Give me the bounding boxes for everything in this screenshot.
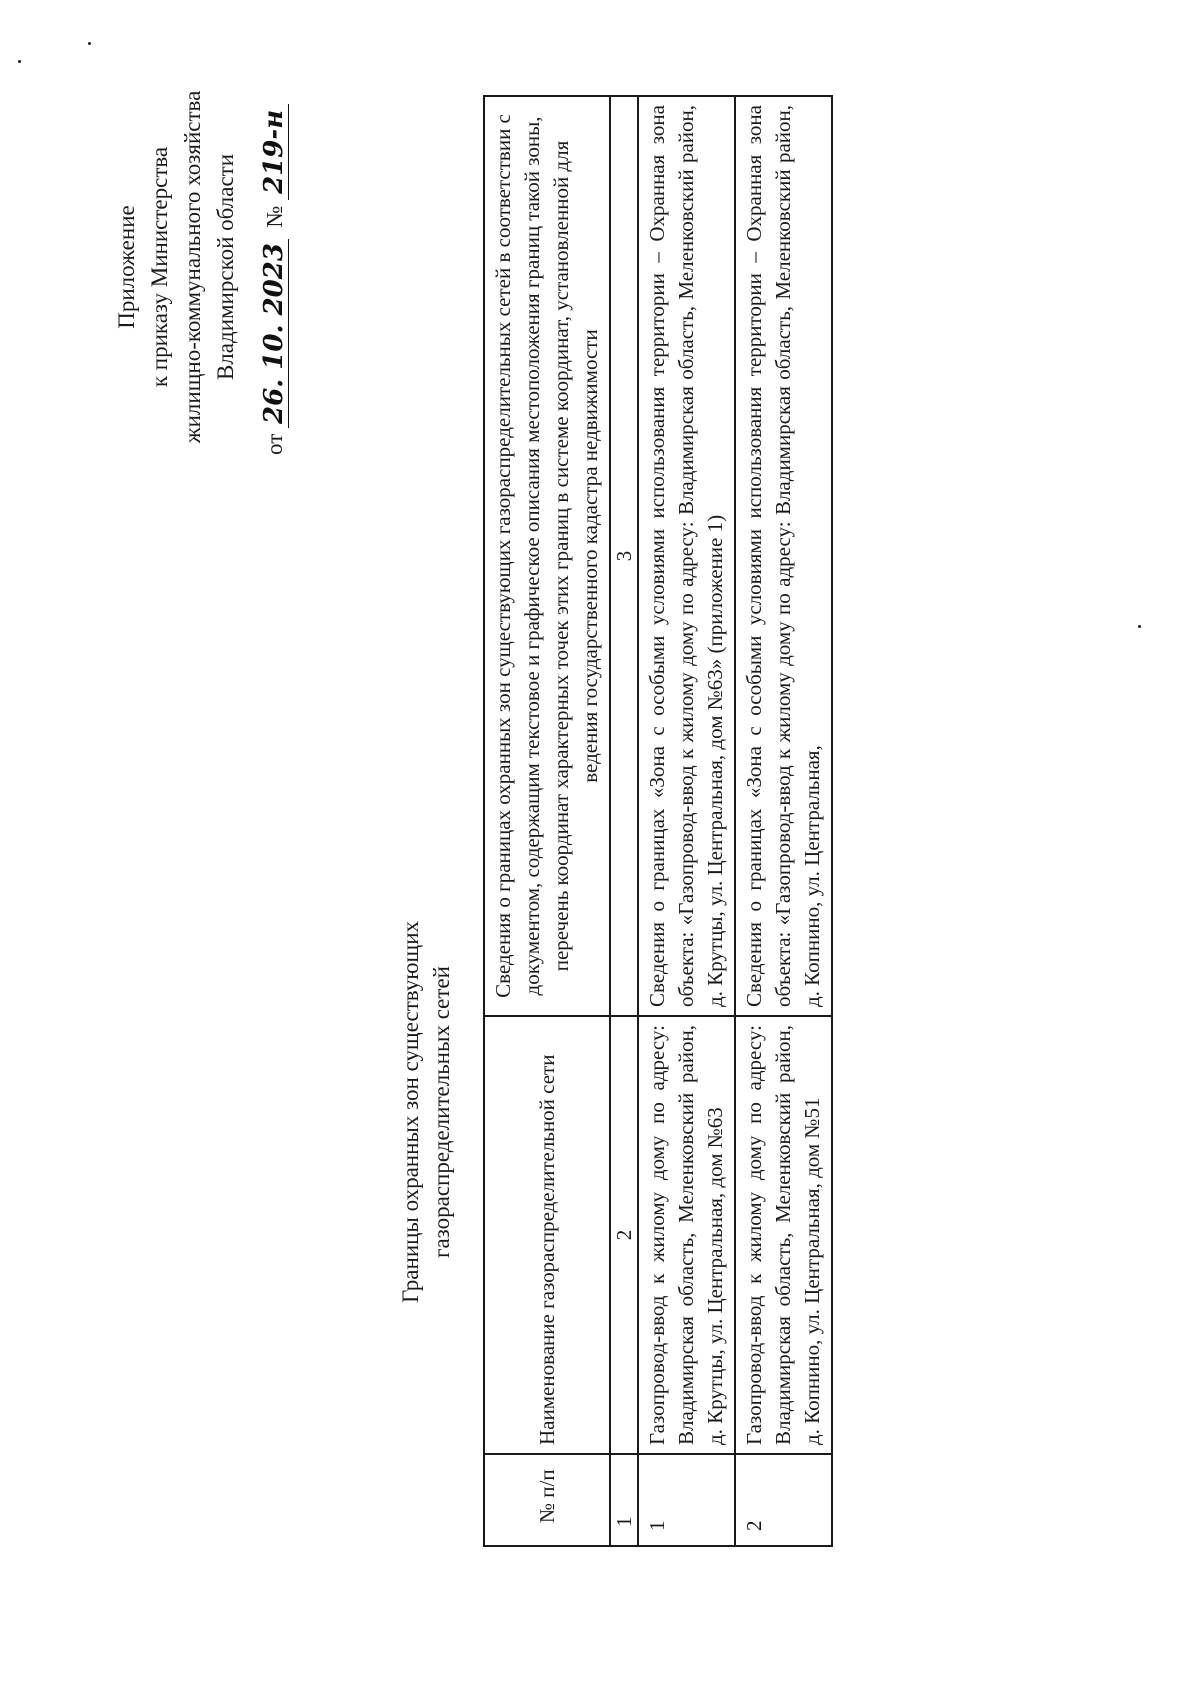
appendix-line-3: жилищно-коммунального хозяйства bbox=[180, 90, 205, 444]
order-date-number-line bbox=[258, 37, 291, 497]
column-index-1: 1 bbox=[610, 1454, 638, 1546]
row-network-name: Газопровод-ввод к жилому дому по адресу: Владимирская область, Меленковский район, д. Копнино, ул. Центральная, дом №51 bbox=[735, 1016, 832, 1454]
row-zone-info: Сведения о границах «Зона с особыми условиями использования территории – Охранная зона объекта: «Газопровод-ввод к жилому дому по адресу: Владимирская область, Меленковский район, д. Копнино, ул. Центральная, bbox=[735, 96, 832, 1016]
header-zone-info: Сведения о границах охранных зон существующих газораспределительных сетей в соответствии с документом, содержащим текстовое и графическое описания местоположения границ такой зоны, перечень координат характерных точек этих границ в системе координат, установленной для ведения государственного кадастра недвижимости bbox=[484, 96, 610, 1016]
document-title bbox=[395, 832, 457, 1392]
row-number: 1 bbox=[638, 1454, 735, 1546]
handwritten-order-number: 219-н bbox=[260, 104, 289, 200]
appendix-line-1: Приложение bbox=[114, 205, 139, 329]
row-number: 2 bbox=[735, 1454, 832, 1546]
protection-zones-table bbox=[483, 95, 833, 1547]
table-header-row bbox=[484, 96, 610, 1546]
title-line-1: Границы охранных зон существующих bbox=[398, 920, 423, 1304]
header-number: № п/п bbox=[484, 1454, 610, 1546]
column-index-row bbox=[610, 96, 638, 1546]
title-line-2: газораспределительных сетей bbox=[429, 966, 454, 1258]
row-zone-info: Сведения о границах «Зона с особыми условиями использования территории – Охранная зона объекта: «Газопровод-ввод к жилому дому по адресу: Владимирская область, Меленковский район, д. Крутцы, ул. Центральная, дом №63» (приложение 1) bbox=[638, 96, 735, 1016]
scan-speck bbox=[88, 42, 91, 45]
appendix-line-2: к приказу Министерства bbox=[147, 146, 172, 388]
appendix-block bbox=[110, 37, 291, 497]
table-row bbox=[735, 96, 832, 1546]
date-prefix: от bbox=[262, 433, 287, 455]
number-sign: № bbox=[262, 205, 287, 228]
handwritten-date: 26. 10. 2023 bbox=[260, 239, 289, 428]
table-row bbox=[638, 96, 735, 1546]
appendix-line-4: Владимирской области bbox=[213, 153, 238, 381]
scan-speck bbox=[1138, 625, 1141, 628]
row-network-name: Газопровод-ввод к жилому дому по адресу: Владимирская область, Меленковский район, д. Крутцы, ул. Центральная, дом №63 bbox=[638, 1016, 735, 1454]
column-index-3: 3 bbox=[610, 96, 638, 1016]
header-network-name: Наименование газораспределительной сети bbox=[484, 1016, 610, 1454]
scan-speck bbox=[18, 60, 21, 63]
column-index-2: 2 bbox=[610, 1016, 638, 1454]
